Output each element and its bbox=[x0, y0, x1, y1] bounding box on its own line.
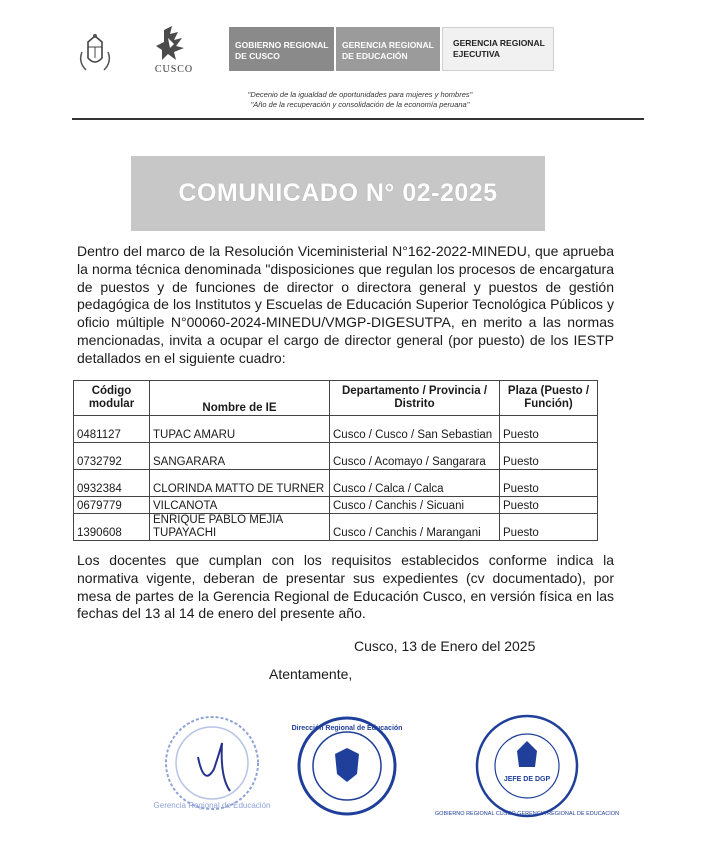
table-row bbox=[74, 470, 598, 497]
cell-plaza: Puesto bbox=[500, 470, 598, 497]
header-divider bbox=[72, 118, 644, 120]
cell-codigo: 0481127 bbox=[74, 416, 150, 443]
cell-ubicacion: Cusco / Acomayo / Sangarara bbox=[330, 443, 500, 470]
table-row bbox=[74, 514, 598, 541]
cell-nombre: TUPAC AMARU bbox=[150, 416, 330, 443]
table-row bbox=[74, 497, 598, 514]
header-ubicacion: Departamento / Provincia / Distrito bbox=[330, 381, 500, 416]
cell-codigo: 0932384 bbox=[74, 470, 150, 497]
document-title: COMUNICADO N° 02-2025 bbox=[131, 156, 545, 231]
cell-nombre: CLORINDA MATTO DE TURNER bbox=[150, 470, 330, 497]
cell-plaza: Puesto bbox=[500, 416, 598, 443]
slogan-line-2: "Año de la recuperación y consolidación de la economía peruana" bbox=[250, 100, 470, 109]
official-stamp-2 bbox=[291, 714, 403, 823]
stamp3-center-text: JEFE DE DGP bbox=[503, 776, 551, 783]
seal-stamp-icon bbox=[434, 711, 620, 821]
cusco-logo-label: CUSCO bbox=[154, 64, 194, 75]
cell-codigo: 0732792 bbox=[74, 443, 150, 470]
document-date: Cusco, 13 de Enero del 2025 bbox=[354, 638, 536, 654]
table-header-row bbox=[74, 381, 598, 416]
peru-coat-of-arms-icon bbox=[72, 32, 118, 78]
header-nombre-ie: Nombre de IE bbox=[150, 381, 330, 416]
header-plaza: Plaza (Puesto / Función) bbox=[500, 381, 598, 416]
official-stamp-3 bbox=[434, 711, 620, 826]
cell-codigo: 0679779 bbox=[74, 497, 150, 514]
cell-nombre: ENRIQUE PABLO MEJIA TUPAYACHI bbox=[150, 514, 330, 541]
header-codigo-modular: Código modular bbox=[74, 381, 150, 416]
intro-paragraph: Dentro del marco de la Resolución Viceministerial N°162-2022-MINEDU, que aprueba la norma técnica denominada "disposiciones que regulan los procesos de encargatura de puestos y de funciones de director o directora general y puestos de gestión pedagógica de los Institutos y Escuelas de Educación Superior Tecnológica Públicos y oficio múltiple N°00060-2024-MINEDU/VMGP-DIGESUTPA, en merito a las normas mencionadas, invita a ocupar el cargo de director general (por puesto) de los IESTP detallados en el siguiente cuadro: bbox=[77, 243, 614, 366]
cell-nombre: VILCANOTA bbox=[150, 497, 330, 514]
cell-ubicacion: Cusco / Canchis / Marangani bbox=[330, 514, 500, 541]
cell-nombre: SANGARARA bbox=[150, 443, 330, 470]
header-box-gobierno: GOBIERNO REGIONAL DE CUSCO bbox=[229, 27, 334, 71]
cell-plaza: Puesto bbox=[500, 514, 598, 541]
table-row bbox=[74, 416, 598, 443]
cell-plaza: Puesto bbox=[500, 443, 598, 470]
stamp3-text: GOBIERNO REGIONAL CUSCO GERENCIA REGIONAL DE EDUCACION bbox=[434, 811, 620, 817]
cell-ubicacion: Cusco / Calca / Calca bbox=[330, 470, 500, 497]
iestp-table bbox=[73, 380, 598, 541]
faded-stamp-icon bbox=[153, 707, 271, 813]
signature-stamp-1 bbox=[153, 707, 271, 818]
seal-stamp-icon bbox=[291, 714, 403, 818]
stamp2-text: Dirección Regional de Educación bbox=[291, 725, 403, 732]
sign-off: Atentamente, bbox=[269, 666, 353, 682]
cell-ubicacion: Cusco / Canchis / Sicuani bbox=[330, 497, 500, 514]
cell-ubicacion: Cusco / Cusco / San Sebastian bbox=[330, 416, 500, 443]
closing-paragraph: Los docentes que cumplan con los requisitos establecidos conforme indica la normativa vigente, deberan de presentar sus expedientes (cv documentado), por mesa de partes de la Gerencia Regional de Educación Cusco, en versión física en las fechas del 13 al 14 de enero del presente año. bbox=[77, 552, 614, 622]
cell-plaza: Puesto bbox=[500, 497, 598, 514]
slogan-line-1: "Decenio de la igualdad de oportunidades para mujeres y hombres" bbox=[247, 90, 473, 99]
table-row bbox=[74, 443, 598, 470]
header-box-gerencia-educacion: GERENCIA REGIONAL DE EDUCACIÓN bbox=[336, 27, 440, 71]
cell-codigo: 1390608 bbox=[74, 514, 150, 541]
stamp1-text: Gerencia Regional de Educación bbox=[153, 801, 271, 810]
header-box-gerencia-ejecutiva: GERENCIA REGIONAL EJECUTIVA bbox=[442, 27, 554, 71]
